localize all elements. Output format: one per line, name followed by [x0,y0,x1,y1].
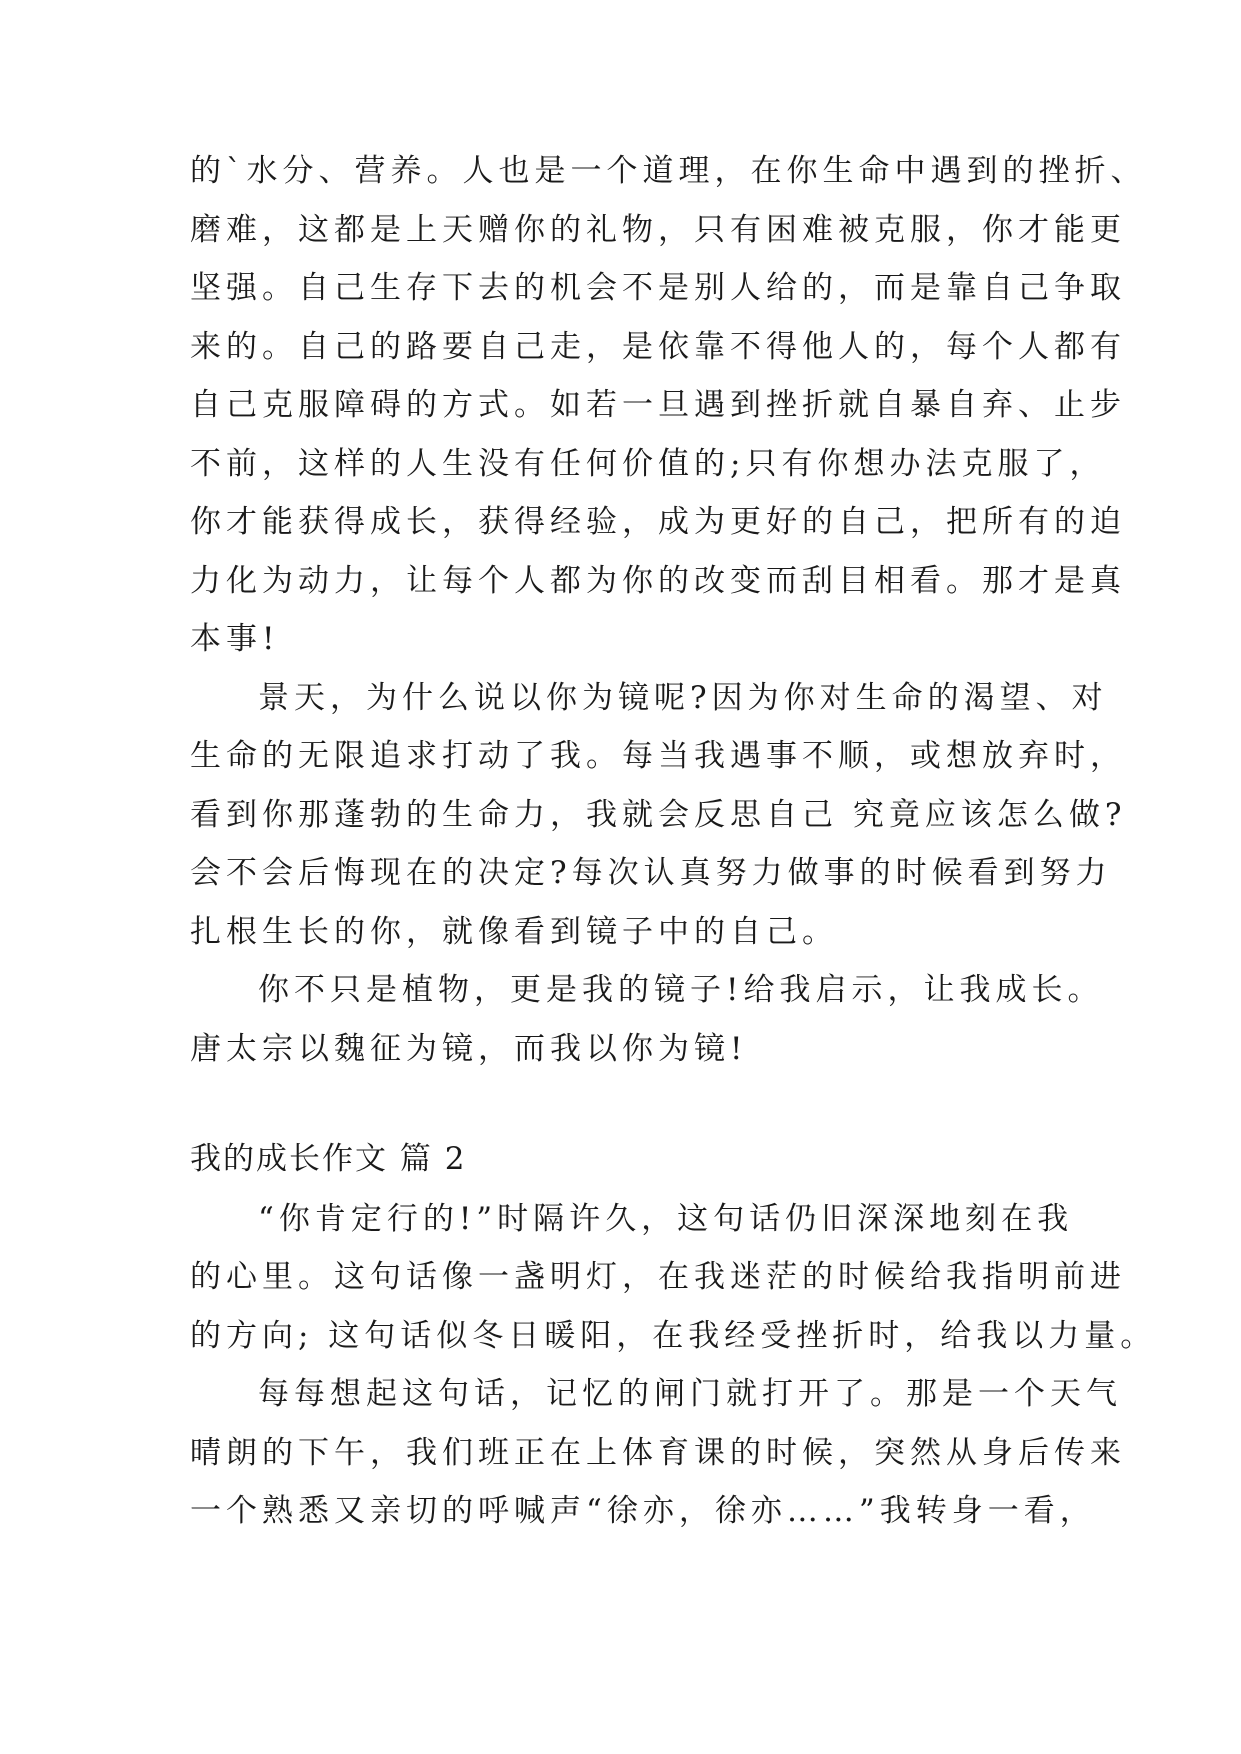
paragraph-line: 本事! [190,621,280,657]
paragraph-line: 的`水分、营养。人也是一个道理，在你生命中遇到的挫折、 [190,153,1147,189]
paragraph-line: 一个熟悉又亲切的呼喊声“徐亦，徐亦……”我转身一看， [190,1493,1096,1529]
paragraph-line: 的心里。这句话像一盏明灯，在我迷茫的时候给我指明前进 [190,1259,1126,1295]
paragraph-line: 生命的无限追求打动了我。每当我遇事不顺，或想放弃时， [190,738,1126,774]
paragraph-line: 的方向; 这句话似冬日暖阳，在我经受挫折时，给我以力量。 [190,1318,1157,1354]
paragraph-line: 磨难，这都是上天赠你的礼物，只有困难被克服，你才能更 [190,212,1126,248]
paragraph-line: 不前，这样的人生没有任何价值的;只有你想办法克服了， [190,446,1106,482]
paragraph-line: 坚强。自己生存下去的机会不是别人给的，而是靠自己争取 [190,270,1126,306]
paragraph-line: “你肯定行的!”时隔许久，这句话仍旧深深地刻在我 [258,1201,1074,1237]
paragraph-line: 景天，为什么说以你为镜呢?因为你对生命的渴望、对 [258,680,1108,716]
paragraph-line: 唐太宗以魏征为镜，而我以你为镜! [190,1031,748,1067]
paragraph-line: 扎根生长的你，就像看到镜子中的自己。 [190,914,838,950]
paragraph-line: 来的。自己的路要自己走，是依靠不得他人的，每个人都有 [190,329,1126,365]
paragraph-line: 你不只是植物，更是我的镜子!给我启示，让我成长。 [258,972,1104,1008]
paragraph-line: 自己克服障碍的方式。如若一旦遇到挫折就自暴自弃、止步 [190,387,1126,423]
paragraph-line: 力化为动力，让每个人都为你的改变而刮目相看。那才是真 [190,563,1126,599]
paragraph-line: 会不会后悔现在的决定?每次认真努力做事的时候看到努力 [190,855,1112,891]
paragraph-line: 看到你那蓬勃的生命力，我就会反思自己 究竟应该怎么做? [190,797,1127,833]
section-heading: 我的成长作文 篇 2 [190,1141,467,1177]
paragraph-line: 晴朗的下午，我们班正在上体育课的时候，突然从身后传来 [190,1435,1126,1471]
paragraph-line: 你才能获得成长，获得经验，成为更好的自己，把所有的迫 [190,504,1126,540]
paragraph-line: 每每想起这句话，记忆的闸门就打开了。那是一个天气 [258,1376,1122,1412]
